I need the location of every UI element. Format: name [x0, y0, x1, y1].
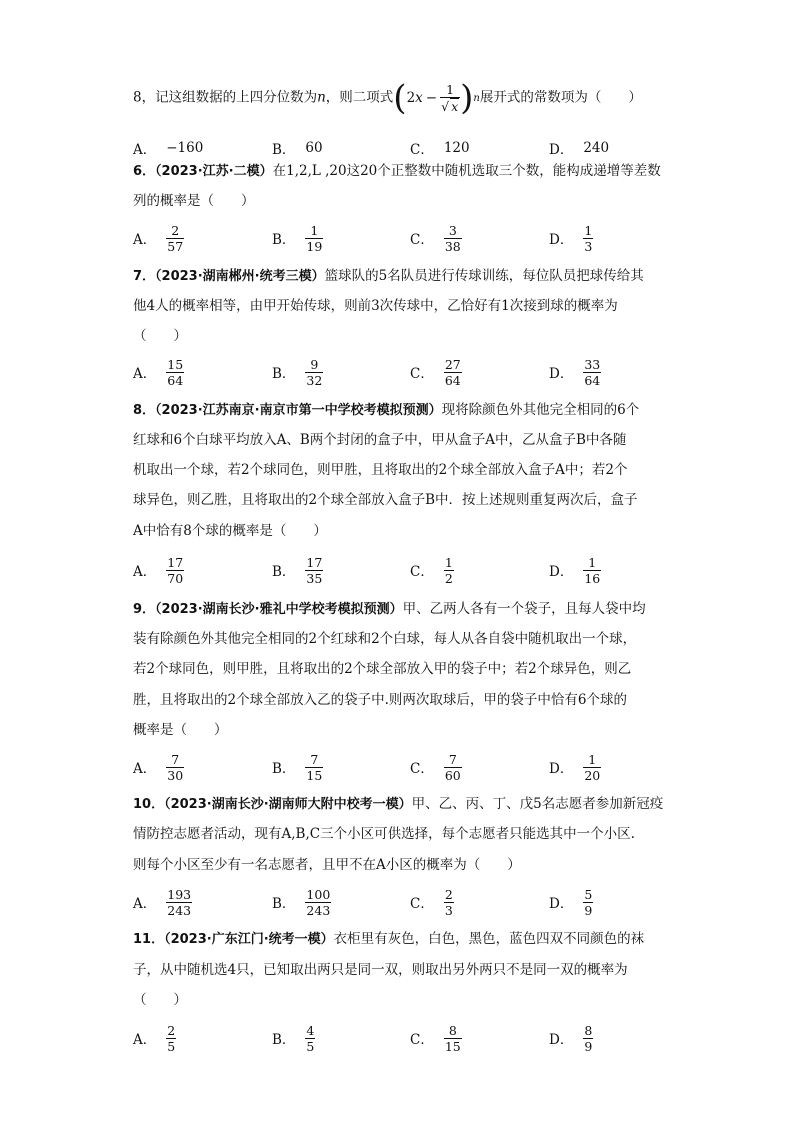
- q8-option-d[interactable]: D． $\frac{1}{16}$: [549, 554, 601, 586]
- q6-options: [133, 218, 663, 258]
- q6-line1: 6．（2023·江苏·二模）在1,2,L ,20这20个正整数中随机选取三个数，能构成递增等差数: [133, 163, 661, 179]
- q11-line1: 11．（2023·广东江门·统考一模）衣柜里有灰色，白色，黑色，蓝色四双不同颜色的袜: [133, 931, 645, 947]
- q8-source: （2023·江苏南京·南京市第一中学校考模拟预测）: [155, 403, 442, 418]
- q5-binomial: ( 2 x − $\frac{1}{√ x}$ ) n: [393, 78, 480, 118]
- q9-option-d[interactable]: D． $\frac{1}{20}$: [549, 751, 601, 783]
- q8-line2: 红球和6个白球平均放入A、B两个封闭的盒子中，甲从盒子A中，乙从盒子B中各随: [133, 432, 627, 448]
- q9-line4: 胜，且将取出的2个球全部放入乙的袋子中.则两次取球后，甲的袋子中恰有6个球的: [133, 692, 627, 708]
- q5-var-n: n: [317, 89, 326, 106]
- q5-option-c[interactable]: C． 120: [410, 140, 470, 158]
- q7-option-b[interactable]: B． $\frac{9}{32}$: [272, 356, 323, 388]
- q8-line1: 8．（2023·江苏南京·南京市第一中学校考模拟预测）现将除颜色外其他完全相同的6个: [133, 402, 640, 418]
- q9-options: [133, 747, 663, 787]
- q11-options: [133, 1018, 663, 1058]
- q9-option-c[interactable]: C． $\frac{7}{60}$: [410, 751, 461, 783]
- q7-option-c[interactable]: C． $\frac{27}{64}$: [410, 356, 461, 388]
- q10-option-c[interactable]: C． $\frac{2}{3}$: [410, 886, 453, 918]
- q8-option-b[interactable]: B． $\frac{17}{35}$: [272, 554, 323, 586]
- q7-option-d[interactable]: D． $\frac{33}{64}$: [549, 356, 601, 388]
- q5-text-b: ，则二项式: [325, 89, 394, 106]
- q9-line3: 若2个球同色，则甲胜，且将取出的2个球全部放入甲的袋子中；若2个球异色，则乙: [133, 661, 632, 677]
- q7-option-a[interactable]: A． $\frac{15}{64}$: [133, 356, 184, 388]
- q10-option-a[interactable]: A． $\frac{193}{243}$: [133, 886, 192, 918]
- q11-line2: 子，从中随机选4只，已知取出两只是同一双，则取出另外两只不是同一双的概率为: [133, 962, 628, 978]
- q9-line5: 概率是（ ）: [133, 722, 228, 738]
- q8-options: [133, 550, 663, 590]
- q7-source: （2023·湖南郴州·统考三模）: [155, 269, 325, 284]
- q8-line4: 球异色，则乙胜，且将取出的2个球全部放入盒子B中．按上述规则重复两次后，盒子: [133, 492, 638, 508]
- q6-line2: 列的概率是（ ）: [133, 193, 255, 209]
- q5-stem: [133, 80, 642, 116]
- q5-option-a[interactable]: A． −160: [133, 140, 204, 158]
- q11-option-a[interactable]: A． $\frac{2}{5}$: [133, 1022, 176, 1054]
- q11-option-c[interactable]: C． $\frac{8}{15}$: [410, 1022, 461, 1054]
- q5-option-b[interactable]: B． 60: [272, 140, 323, 158]
- q9-option-b[interactable]: B． $\frac{7}{15}$: [272, 751, 323, 783]
- q8-line5: A中恰有8个球的概率是（ ）: [133, 523, 327, 539]
- q7-line3: （ ）: [133, 328, 187, 344]
- q10-source: （2023·湖南长沙·湖南师大附中校考一模）: [164, 797, 412, 812]
- q10-option-b[interactable]: B． $\frac{100}{243}$: [272, 886, 331, 918]
- q5-text-c: 展开式的常数项为（ ）: [479, 89, 642, 106]
- q7-options: [133, 352, 663, 392]
- q11-option-b[interactable]: B． $\frac{4}{5}$: [272, 1022, 315, 1054]
- q9-source: （2023·湖南长沙·雅礼中学校考模拟预测）: [155, 602, 403, 617]
- q6-option-d[interactable]: D． $\frac{1}{3}$: [549, 222, 593, 254]
- q11-line3: （ ）: [133, 992, 187, 1008]
- q11-option-d[interactable]: D． $\frac{8}{9}$: [549, 1022, 593, 1054]
- q6-source: （2023·江苏·二模）: [155, 164, 273, 179]
- q5-option-d[interactable]: D． 240: [549, 140, 610, 158]
- q8-line3: 机取出一个球，若2个球同色，则甲胜，且将取出的2个球全部放入盒子A中；若2个: [133, 462, 628, 478]
- q10-options: [133, 882, 663, 922]
- q7-line2: 他4人的概率相等，由甲开始传球，则前3次传球中，乙恰好有1次接到球的概率为: [133, 298, 618, 314]
- q6-option-a[interactable]: A． $\frac{2}{57}$: [133, 222, 184, 254]
- q9-line2: 装有除颜色外其他完全相同的2个红球和2个白球，每人从各自袋中随机取出一个球，: [133, 631, 637, 647]
- q11-source: （2023·广东江门·统考一模）: [164, 932, 334, 947]
- q8-option-a[interactable]: A． $\frac{17}{70}$: [133, 554, 184, 586]
- q6-option-c[interactable]: C． $\frac{3}{38}$: [410, 222, 461, 254]
- q7-line1: 7．（2023·湖南郴州·统考三模）篮球队的5名队员进行传球训练，每位队员把球传给其: [133, 268, 644, 284]
- q10-line1: 10．（2023·湖南长沙·湖南师大附中校考一模）甲、乙、丙、丁、戊5名志愿者参加新冠疫: [133, 796, 664, 812]
- q10-option-d[interactable]: D． $\frac{5}{9}$: [549, 886, 593, 918]
- q9-line1: 9．（2023·湖南长沙·雅礼中学校考模拟预测）甲、乙两人各有一个袋子，且每人袋中均: [133, 601, 646, 617]
- q9-option-a[interactable]: A． $\frac{7}{30}$: [133, 751, 184, 783]
- q10-line3: 则每个小区至少有一名志愿者，且甲不在A小区的概率为（ ）: [133, 857, 521, 873]
- q10-line2: 情防控志愿者活动，现有A,B,C三个小区可供选择，每个志愿者只能选其中一个小区.: [133, 826, 635, 842]
- q6-option-b[interactable]: B． $\frac{1}{19}$: [272, 222, 323, 254]
- q5-text-a: 8，记这组数据的上四分位数为: [133, 89, 318, 106]
- q8-option-c[interactable]: C． $\frac{1}{2}$: [410, 554, 453, 586]
